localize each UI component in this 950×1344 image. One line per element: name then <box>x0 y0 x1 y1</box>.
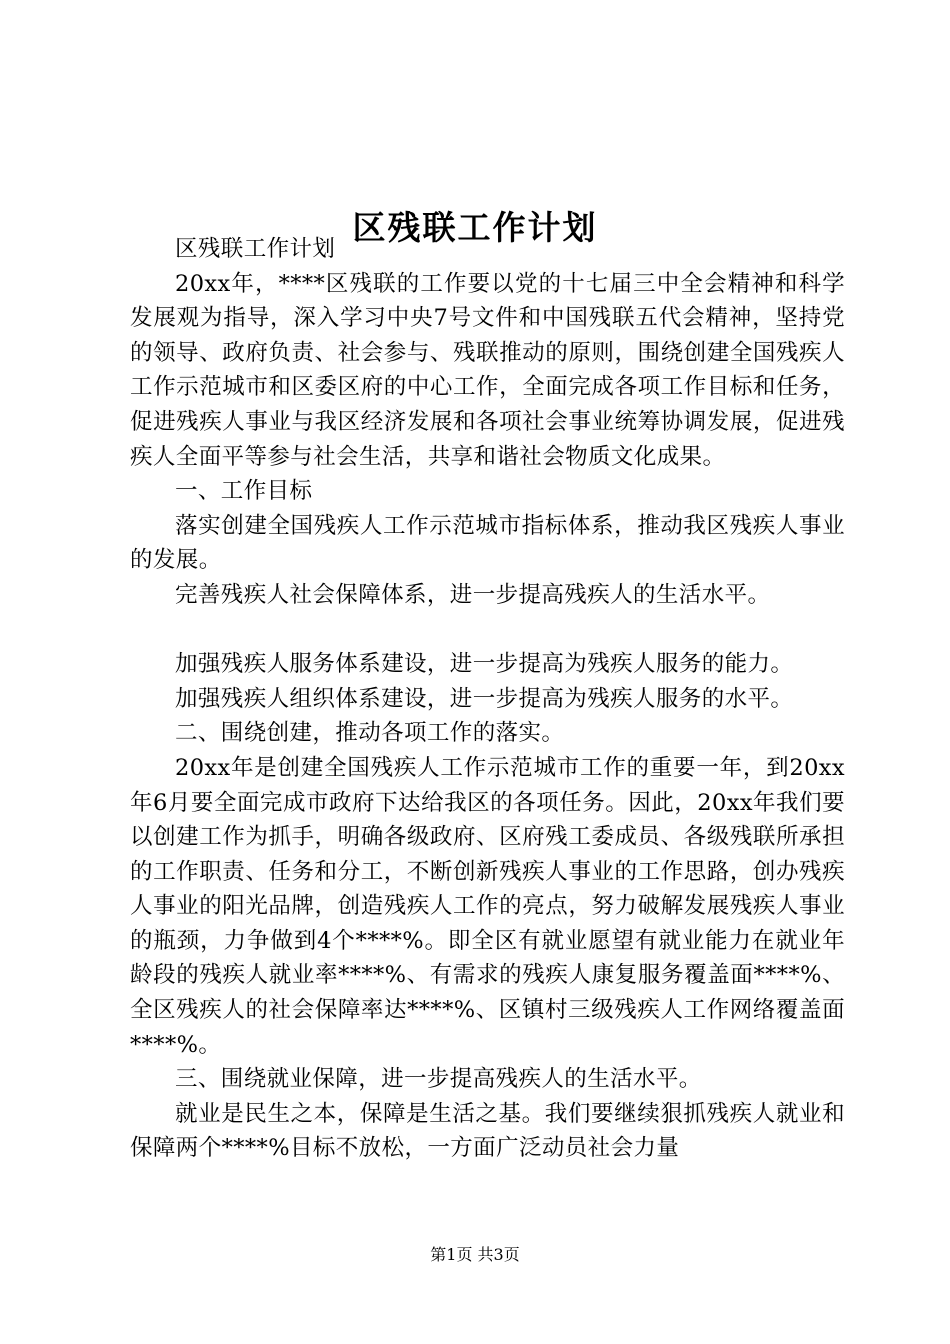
page-footer: 第1页 共3页 <box>430 1245 520 1264</box>
section-heading-creation: 二、围绕创建，推动各项工作的落实。 <box>175 720 565 747</box>
document-body <box>130 232 845 1166</box>
paragraph-goal-4: 加强残疾人组织体系建设，进一步提高为残疾人服务的水平。 <box>175 685 794 712</box>
paragraph-employment: 就业是民生之本，保障是生活之基。我们要继续狠抓残疾人就业和保障两个****%目标不放松，一方面广泛动员社会力量 <box>130 1100 845 1162</box>
paragraph-creation: 20xx年是创建全国残疾人工作示范城市工作的重要一年，到20xx年6月要全面完成市政府下达给我区的各项任务。因此，20xx年我们要以创建工作为抓手，明确各级政府、区府残工委成员、各级残联所承担的工作职责、任务和分工，不断创新残疾人事业的工作思路，创办残疾人事业的阳光品牌，创造残疾人工作的亮点，努力破解发展残疾人事业的瓶颈，力争做到4个****%。即全区有就业愿望有就业能力在就业年龄段的残疾人就业率****%、有需求的残疾人康复服务覆盖面****%、全区残疾人的社会保障率达****%、区镇村三级残疾人工作网络覆盖面****%。 <box>130 754 845 1058</box>
paragraph-subtitle: 区残联工作计划 <box>175 236 336 262</box>
paragraph-goal-2: 完善残疾人社会保障体系，进一步提高残疾人的生活水平。 <box>175 581 771 608</box>
paragraph-goal-1: 落实创建全国残疾人工作示范城市指标体系，推动我区残疾人事业的发展。 <box>130 512 845 574</box>
paragraph-goal-3: 加强残疾人服务体系建设，进一步提高为残疾人服务的能力。 <box>175 651 794 678</box>
section-heading-employment: 三、围绕就业保障，进一步提高残疾人的生活水平。 <box>175 1066 702 1093</box>
paragraph-intro: 20xx年，****区残联的工作要以党的十七届三中全会精神和科学发展观为指导，深入学习中央7号文件和中国残联五代会精神，坚持党的领导、政府负责、社会参与、残联推动的原则，围绕创建全国残疾人工作示范城市和区委区府的中心工作，全面完成各项工作目标和任务，促进残疾人事业与我区经济发展和各项社会事业统筹协调发展，促进残疾人全面平等参与社会生活，共享和谐社会物质文化成果。 <box>130 270 845 470</box>
section-heading-goals: 一、工作目标 <box>175 478 313 505</box>
document-title: 区残联工作计划 <box>352 208 598 248</box>
